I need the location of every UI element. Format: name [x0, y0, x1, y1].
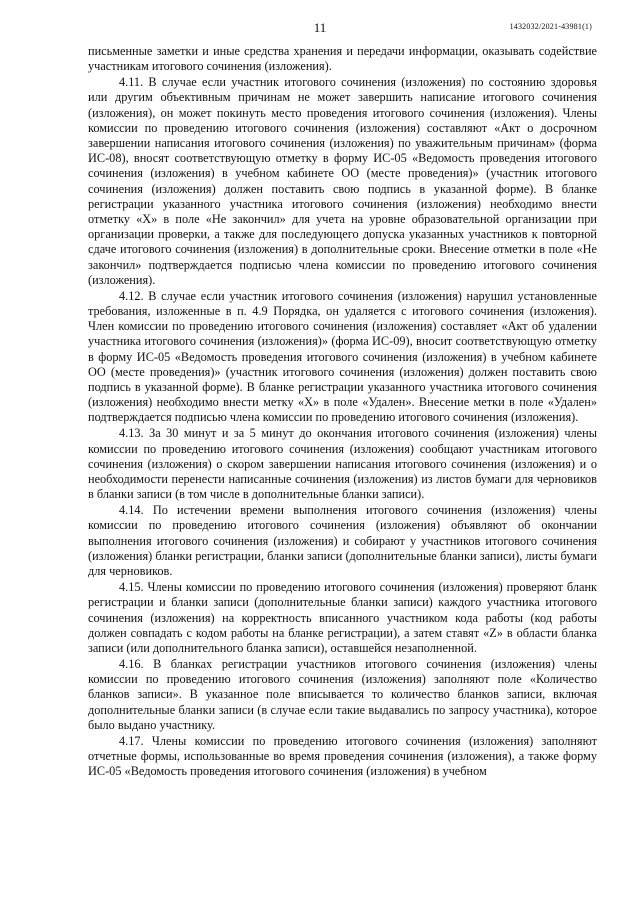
- document-id: 1432032/2021-43981(1): [509, 22, 592, 31]
- clause-number: 4.16.: [119, 656, 144, 671]
- clause-number: 4.17.: [119, 733, 144, 748]
- clause-text: Члены комиссии по проведению итогового сочинения (изложения) проверяют бланк регистрации и бланки записи (дополнительные бланки записи) каждого участника итогового сочинения (изложения) на корректность вписанного участником кода работы (код работы должен совпадать с кодом работы на бланке регистрации), а затем ставят «Z» в области бланка записи (или дополнительного бланка записи), оставшейся незаполненной.: [88, 580, 597, 655]
- clause-4-11: [88, 75, 597, 288]
- clause-number: 4.15.: [119, 580, 144, 595]
- clause-number: 4.14.: [119, 503, 144, 518]
- page-number: 11: [313, 20, 327, 35]
- clause-number: 4.12.: [119, 288, 144, 303]
- clause-4-14: [88, 503, 597, 579]
- clause-text: Члены комиссии по проведению итогового сочинения (изложения) заполняют отчетные формы, использованные во время проведения сочинения (изложения), а также форму ИС-05 «Ведомость проведения итогового сочинения (изложения) в учебном: [88, 733, 597, 779]
- clause-text: В случае если участник итогового сочинения (изложения) нарушил установленные требования, изложенные в п. 4.9 Порядка, он удаляется с итогового сочинения (изложения). Член комиссии по проведению итогового сочинения (изложения) составляет «Акт об удалении участника итогового сочинения (изложения)» (форма ИС-09), вносит соответствующую отметку в форму ИС-05 «Ведомость проведения итогового сочинения (изложения) в учебном кабинете ОО (месте проведения)» (участник итогового сочинения (изложения) должен поставить свою подпись в указанной форме). В бланке регистрации указанного участника итогового сочинения (изложения) необходимо внести метку «X» в поле «Удален». Внесение метки в поле «Удален» подтверждается подписью члена комиссии по проведению итогового сочинения (изложения).: [88, 288, 597, 425]
- clause-4-13: [88, 426, 597, 502]
- paragraph-text: письменные заметки и иные средства хранения и передачи информации, оказывать содействие участникам итогового сочинения (изложения).: [88, 44, 597, 74]
- clause-number: 4.13.: [119, 426, 144, 441]
- clause-number: 4.11.: [119, 75, 144, 90]
- clause-text: По истечении времени выполнения итогового сочинения (изложения) члены комиссии по проведению итогового сочинения (изложения) объявляют об окончании выполнения итогового сочинения (изложения) и собирают у участников итогового сочинения (изложения) бланки регистрации, бланки записи (дополнительные бланки записи), листы бумаги для черновиков.: [88, 503, 597, 579]
- paragraph-continuation: [88, 44, 597, 74]
- clause-4-12: [88, 289, 597, 426]
- clause-text: В бланках регистрации участников итогового сочинения (изложения) члены комиссии по проведению итогового сочинения (изложения) заполняют поле «Количество бланков записи». В указанное поле вписывается то количество бланков записи, включая дополнительные бланки записи (в случае если такие выдавались по запросу участника), которое было выдано участнику.: [88, 656, 597, 732]
- clause-text: За 30 минут и за 5 минут до окончания итогового сочинения (изложения) члены комиссии по проведению итогового сочинения (изложения) сообщают участникам итогового сочинения (изложения) о скором завершении написания итогового сочинения (изложения) и о необходимости перенести написанные сочинения (изложения) из листов бумаги для черновиков в бланки записи (в том числе в дополнительные бланки записи).: [88, 426, 597, 502]
- clause-4-16: [88, 657, 597, 733]
- clause-4-15: [88, 580, 597, 656]
- document-body: [88, 44, 597, 780]
- clause-text: В случае если участник итогового сочинения (изложения) по состоянию здоровья или другим объективным причинам не может завершить написание итогового сочинения (изложения), он может покинуть место проведения итогового сочинения (изложения). Члены комиссии по проведению итогового сочинения (изложения) составляют «Акт о досрочном завершении написания итогового сочинения (изложения) по уважительным причинам» (форма ИС-08), вносят соответствующую отметку в форму ИС-05 «Ведомость проведения итогового сочинения (изложения) в учебном кабинете ОО (месте проведения)» (участник итогового сочинения (изложения) должен поставить свою подпись в указанной форме). В бланке регистрации указанного участника итогового сочинения (изложения) необходимо внести отметку «X» в поле «Не закончил» для учета на уровне образовательной организации при организации проверки, а также для последующего допуска указанных участников к повторной сдаче итогового сочинения (изложения) в дополнительные сроки. Внесение отметки в поле «Не закончил» подтверждается подписью члена комиссии по проведению итогового сочинения (изложения).: [88, 75, 597, 287]
- clause-4-17: [88, 734, 597, 780]
